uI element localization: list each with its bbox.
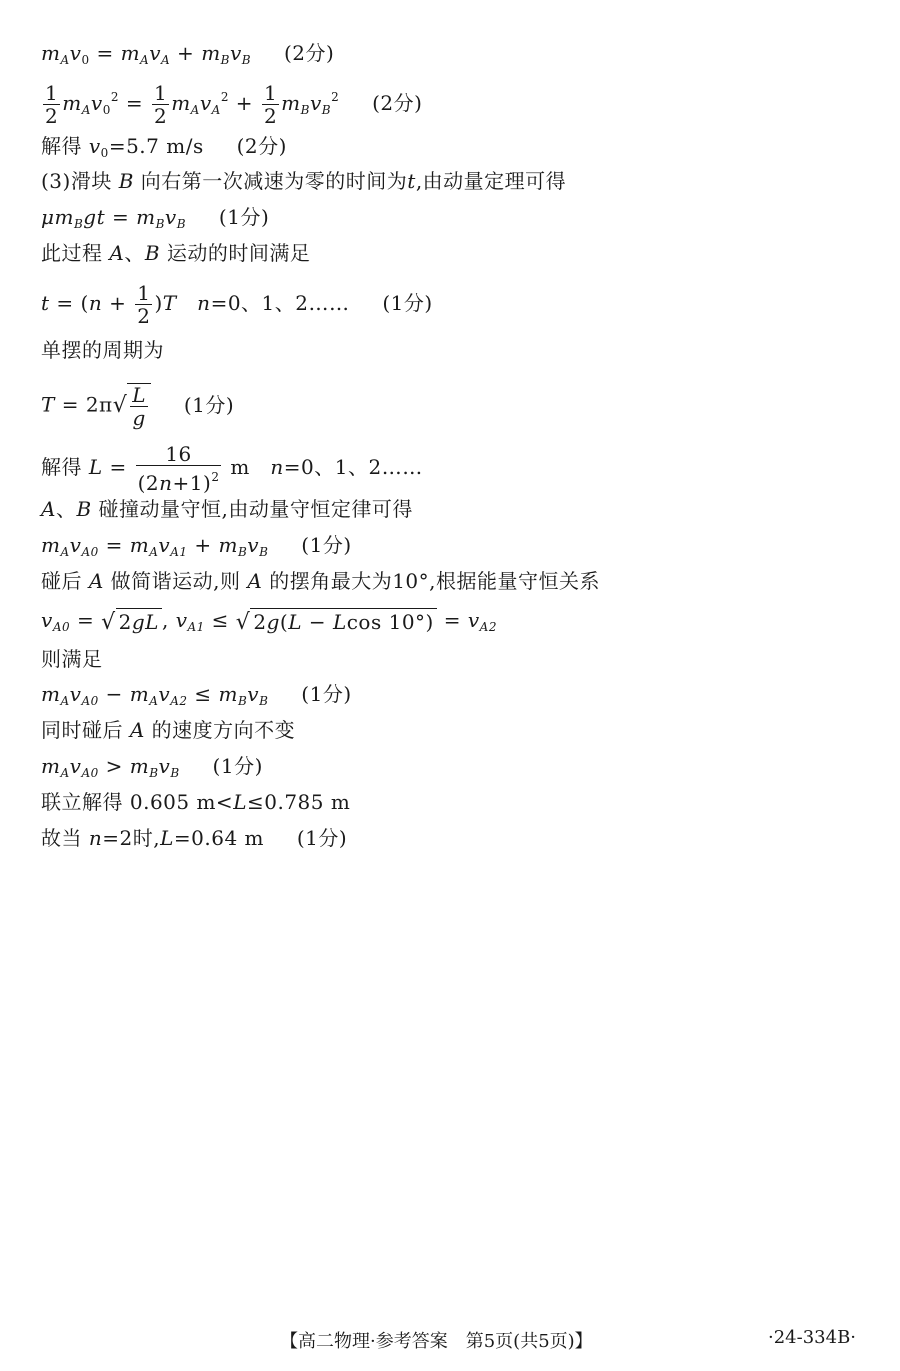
- equation-period: T = 2π√ $\frac{L}{g}$ (1分): [41, 383, 235, 430]
- score-mark: (1分): [301, 533, 352, 557]
- score-mark: (1分): [183, 392, 235, 417]
- score-mark: (1分): [218, 205, 270, 229]
- score-mark: (1分): [301, 682, 352, 706]
- text: (3)滑块: [41, 169, 112, 193]
- equation-velocity: $v_{A0}$ = √ 2gL , $v_{A1}$ ≤ √ 2g(L − Lcos $10^\circ) = v_{A2}$: [41, 608, 497, 635]
- unit: m: [230, 455, 250, 479]
- value: =0、1、2……: [283, 455, 423, 479]
- result-L-general: 解得 L = $\frac{16}{(2n+1)^2}$ m n=0、1、2……: [41, 442, 423, 495]
- document-code: ·24-334B·: [768, 1327, 857, 1348]
- text: =2时,: [102, 826, 161, 850]
- text: 联立解得 0.605 m<: [41, 790, 234, 814]
- equation-time: t = (n + $\frac{1}{2}$ )T n=0、1、2…… (1分): [41, 281, 433, 328]
- text: 此过程: [41, 241, 103, 265]
- text: 运动的时间满足: [166, 241, 311, 265]
- inequality-1: $m_Av_{A0} - m_Av_{A2} \le m_Bv_B$ (1分): [41, 682, 352, 708]
- value: =5.7 m/s: [108, 134, 204, 158]
- text: 单摆的周期为: [41, 338, 164, 362]
- final-answer: 故当 n=2时,L=0.64 m (1分): [41, 826, 348, 850]
- equation-impulse: $\mu m_Bgt = m_Bv_B$ (1分): [41, 205, 270, 231]
- shm-text: 碰后 A 做简谐运动,则 A 的摆角最大为10°,根据能量守恒关系: [41, 569, 601, 593]
- page-footer: 【高二物理·参考答案 第5页(共5页)】: [280, 1331, 593, 1352]
- time-condition-text: 此过程 A、B 运动的时间满足: [41, 241, 311, 265]
- score-mark: (2分): [236, 134, 287, 158]
- score-mark: (2分): [372, 91, 423, 115]
- text: 同时碰后: [41, 718, 123, 742]
- equation-energy: $\frac{1}{2}$ $m_Av_0^2$ = $\frac{1}{2}$ $m_Av_A^2$ + $\frac{1}{2}$ $m_Bv_B^2$ (2分): [45, 81, 423, 128]
- text: 碰后: [41, 569, 82, 593]
- result-v0: 解得 $v_0=5.7$ m/s (2分): [41, 134, 287, 160]
- text: 的速度方向不变: [151, 718, 296, 742]
- inequality-2: $m_Av_{A0} > m_Bv_B$ (1分): [41, 754, 263, 780]
- equation-momentum-2: $m_Av_{A0} = m_Av_{A1} + m_Bv_B$ (1分): [41, 533, 352, 559]
- score-mark: (1分): [382, 291, 433, 315]
- value: cos 10°: [346, 609, 426, 634]
- text: ≤0.785 m: [246, 790, 351, 814]
- direction-text: 同时碰后 A 的速度方向不变: [41, 718, 296, 742]
- text: 碰撞动量守恒,由动量守恒定律可得: [98, 497, 413, 521]
- score-mark: (1分): [212, 754, 263, 778]
- condition-text: [41, 646, 103, 672]
- text: 解得: [41, 455, 82, 479]
- range-result: 联立解得 0.605 m<L≤0.785 m: [41, 790, 351, 814]
- period-text: [41, 337, 164, 363]
- score-mark: (1分): [296, 826, 348, 850]
- part-3-intro: (3)滑块 B 向右第一次减速为零的时间为t,由动量定理可得: [41, 169, 567, 193]
- score-mark: (2分): [283, 41, 335, 65]
- text: 做简谐运动,则: [110, 569, 241, 593]
- text: 解得: [41, 134, 82, 158]
- collision-text: A、B 碰撞动量守恒,由动量守恒定律可得: [41, 497, 413, 521]
- text: 则满足: [41, 647, 103, 671]
- text: 故当: [41, 826, 82, 850]
- equation-momentum-1: $m_Av_0 = m_Av_A + m_Bv_B$ (2分): [41, 41, 335, 67]
- text: 向右第一次减速为零的时间为: [140, 169, 408, 193]
- value: =0、1、2……: [210, 291, 350, 315]
- text: ,由动量定理可得: [415, 169, 567, 193]
- value: 16: [136, 443, 222, 466]
- text: 的摆角最大为10°,根据能量守恒关系: [269, 569, 601, 593]
- value: =0.64 m: [173, 826, 264, 850]
